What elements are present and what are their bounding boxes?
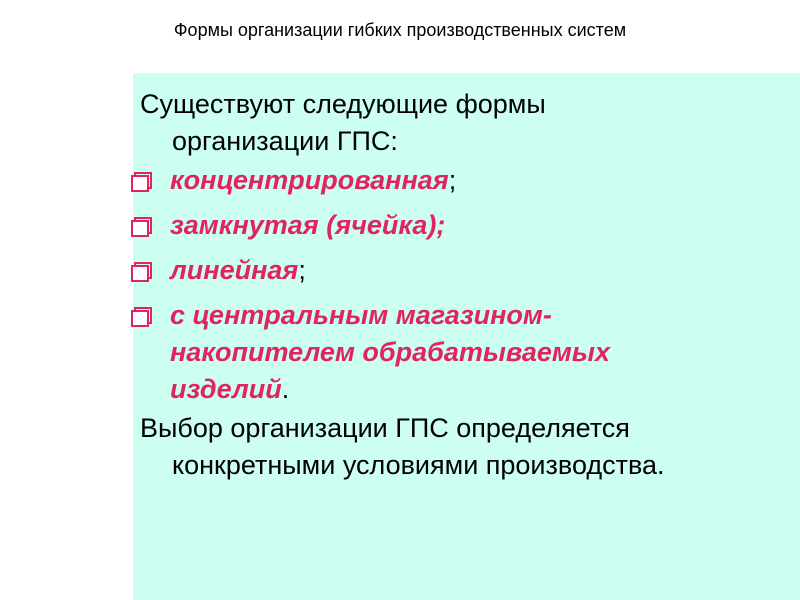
list-item	[130, 252, 770, 289]
list-item-text-line-1: с центральным магазином-	[170, 300, 552, 330]
list-item	[130, 162, 770, 199]
list-item-suffix: .	[281, 374, 290, 404]
checkbox-bullet-icon	[130, 306, 154, 328]
intro-line-1: Существуют следующие формы	[140, 89, 546, 119]
checkbox-bullet-icon	[130, 216, 154, 238]
list-item-suffix: ;	[298, 255, 306, 285]
list-item-text-line-3	[170, 371, 770, 408]
slide-title: Формы организации гибких производственных систем	[173, 20, 627, 40]
list-item-text: линейная	[170, 255, 299, 285]
closing-paragraph	[140, 410, 740, 484]
checkbox-bullet-icon	[130, 261, 154, 283]
checkbox-bullet-icon	[130, 171, 154, 193]
list-item	[130, 297, 770, 408]
forms-list	[130, 162, 770, 416]
list-item-text: изделий	[170, 374, 282, 404]
closing-line-2: конкретными условиями производства.	[172, 450, 665, 480]
list-item-text: концентрированная	[170, 165, 449, 195]
intro-line-2: организации ГПС:	[172, 126, 398, 156]
list-item	[130, 207, 770, 244]
closing-line-1: Выбор организации ГПС определяется	[140, 413, 630, 443]
list-item-suffix: ;	[448, 165, 457, 195]
list-item-text: замкнутая (ячейка);	[170, 210, 446, 240]
list-item-text-line-2: накопителем обрабатываемых	[170, 337, 610, 367]
intro-paragraph	[140, 86, 740, 160]
